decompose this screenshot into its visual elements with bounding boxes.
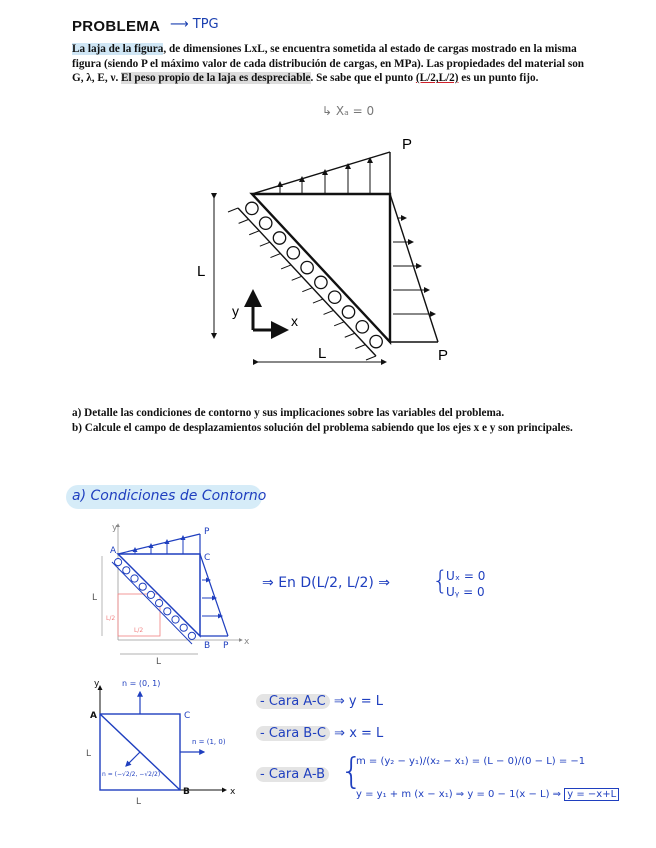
fig2-label-p-bottom: P: [223, 641, 229, 651]
roller-circle: [156, 600, 163, 607]
brace-icon: {: [340, 751, 363, 792]
tpg-annotation: [170, 17, 219, 32]
fig2-label-c: C: [204, 553, 211, 563]
fig3-label-c: C: [184, 711, 191, 721]
statement-text-2: . Se sabe que el punto: [310, 72, 416, 85]
brace-icon: {: [432, 566, 449, 596]
ground-hatch: [281, 265, 291, 269]
roller-circle: [329, 291, 341, 303]
edge-ac-arrow: ⇒: [333, 694, 345, 709]
question-a: a) Detalle las condiciones de contorno y sus implicaciones sobre las variables del problema.: [72, 407, 505, 419]
ground-hatch: [228, 208, 238, 212]
fig2-label-p-top: P: [204, 527, 210, 537]
result-uy: Uᵧ = 0: [446, 585, 485, 599]
roller-circle: [164, 608, 171, 615]
roller-circle: [139, 583, 146, 590]
label-l-vertical: L: [197, 263, 206, 280]
plate-triangle: [252, 194, 390, 342]
roller-circle: [315, 276, 327, 288]
ground-hatch: [302, 288, 312, 292]
fig2-label-x: x: [244, 637, 250, 647]
ground-hatch: [270, 254, 280, 258]
problem-figure: [180, 130, 480, 380]
normal-diag-label: n = (−√2/2, −√2/2): [102, 771, 161, 778]
ground-hatch: [366, 356, 376, 360]
edge-bc: [256, 726, 383, 741]
edge-bc-name: - Cara B-C: [256, 726, 330, 741]
label-p-top: P: [402, 136, 413, 153]
implies-arrow-1: ⇒: [262, 575, 274, 591]
fig2-label-l-left: L: [92, 593, 98, 603]
ground-hatch: [249, 231, 259, 235]
label-axis-x: x: [291, 313, 298, 329]
roller-circle: [260, 217, 272, 229]
roller-circle: [287, 247, 299, 259]
fig3-label-b: B: [183, 787, 190, 797]
statement-text-1: , de dimensiones LxL, se encuentra sometida al estado de cargas mostrado en la misma figura (siendo P el máximo valor de cada distribución de cargas, en MPa). Las propiedades del material son G, λ, E, ν.: [72, 43, 585, 85]
roller-circle: [356, 321, 368, 333]
roller-circle: [301, 261, 313, 273]
ground-hatch: [313, 299, 323, 303]
fixed-point-results: [446, 568, 485, 600]
line-equation-result: y = −x+L: [564, 788, 619, 801]
fig2-label-half-h: L/2: [134, 627, 144, 634]
fig2-label-l-bottom: L: [156, 657, 162, 667]
implies-arrow-2: ⇒: [378, 575, 390, 591]
ground-hatch: [260, 242, 270, 246]
fig2-label-half-v: L/2: [106, 615, 116, 622]
normal-top-label: n = (0, 1): [122, 679, 161, 688]
roller-circle: [273, 232, 285, 244]
fig3-label-l-bottom: L: [136, 797, 142, 807]
fig3-label-y: y: [94, 679, 100, 689]
ground-hatch: [355, 345, 365, 349]
edge-bc-arrow: ⇒: [334, 726, 346, 741]
edge-ac-name: - Cara A-C: [256, 694, 330, 709]
edge-ab: [256, 767, 329, 782]
edge-ab-name: - Cara A-B: [256, 767, 329, 782]
slope-equation: m = (y₂ − y₁)/(x₂ − x₁) = (L − 0)/(0 − L) = −1: [356, 756, 586, 767]
solution-heading: [66, 485, 267, 509]
fixed-point-text: En D(L/2, L/2): [278, 575, 374, 591]
edge-ac-eq: y = L: [348, 694, 383, 709]
fixed-point-condition: [262, 575, 390, 591]
arrow-icon: ⟶: [170, 17, 189, 32]
statement-highlight-weight: El peso propio de la laja es despreciable: [121, 72, 311, 85]
roller-circle: [123, 567, 130, 574]
label-p-right: P: [438, 347, 449, 364]
fig3-label-x: x: [230, 787, 236, 797]
roller-circle: [370, 335, 382, 347]
statement-fixed-point: (L/2,L/2): [415, 72, 459, 85]
result-ux: Uₓ = 0: [446, 569, 486, 583]
ground-hatch: [345, 333, 355, 337]
fig3-label-a: A: [90, 711, 97, 721]
top-load-distribution: [252, 152, 390, 194]
roller-circle: [172, 616, 179, 623]
ground-hatch: [292, 276, 302, 280]
edge-ac: [256, 694, 383, 709]
roller-circle: [115, 559, 122, 566]
statement-highlight-figure: La laja de la figura: [72, 43, 164, 55]
tpg-text: TPG: [192, 17, 219, 32]
roller-circle: [131, 575, 138, 582]
normal-right-label: n = (1, 0): [192, 738, 226, 746]
boundary-figure: [80, 520, 260, 670]
fig2-label-a: A: [110, 546, 117, 556]
roller-circle: [246, 202, 258, 214]
right-load-distribution: [390, 194, 438, 342]
line-equation: [356, 789, 619, 800]
roller-circle: [147, 591, 154, 598]
statement-text-3: es un punto fijo.: [458, 72, 539, 85]
edge-bc-eq: x = L: [349, 726, 384, 741]
fig2-label-b: B: [204, 641, 211, 651]
ground-hatch: [239, 219, 249, 223]
fixed-point-note: ↳ Xₐ = 0: [322, 104, 375, 118]
roller-circle: [180, 624, 187, 631]
label-axis-y: y: [232, 303, 239, 319]
problem-title: PROBLEMA: [72, 18, 161, 35]
ground-hatch: [324, 310, 334, 314]
solution-heading-text: a) Condiciones de Contorno: [72, 488, 267, 504]
fig3-label-l-left: L: [86, 749, 92, 759]
question-b: b) Calcule el campo de desplazamientos solución del problema sabiendo que los ejes x e y son principales.: [72, 422, 573, 434]
label-l-horizontal: L: [318, 345, 327, 362]
problem-statement: [72, 42, 592, 86]
line-equation-text: y = y₁ + m (x − x₁) ⇒ y = 0 − 1(x − L) ⇒: [356, 789, 562, 800]
normals-figure: [80, 672, 250, 810]
roller-circle: [188, 632, 195, 639]
ground-hatch: [334, 322, 344, 326]
fig2-label-y: y: [112, 523, 118, 533]
roller-circle: [342, 306, 354, 318]
